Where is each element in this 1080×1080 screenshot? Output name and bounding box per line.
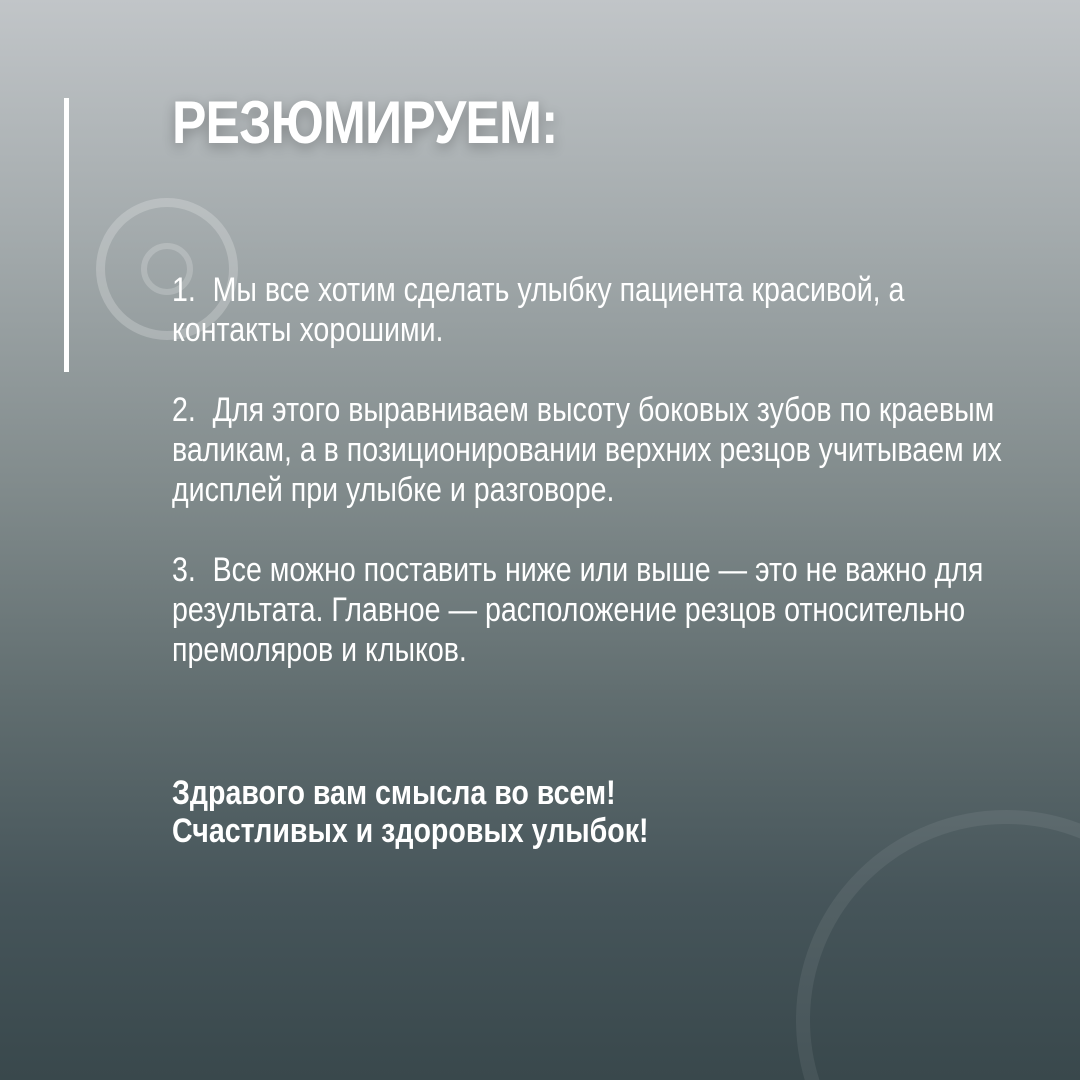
vertical-accent-bar (64, 98, 69, 372)
point-number: 3. (172, 551, 196, 589)
point-text: Для этого выравниваем высоту боковых зубов по краевым валикам, а в позиционировании верхних резцов учитываем их дисплей при улыбке и разговоре. (172, 391, 1002, 509)
corner-ring-decoration (796, 810, 1080, 1080)
summary-point-1 (172, 270, 1012, 350)
point-number: 2. (172, 391, 196, 429)
point-number: 1. (172, 271, 196, 309)
summary-list (172, 270, 1012, 710)
closing-line-2: Счастливых и здоровых улыбок! (172, 812, 649, 850)
summary-point-3 (172, 550, 1012, 670)
point-text: Мы все хотим сделать улыбку пациента красивой, а контакты хорошими. (172, 271, 905, 349)
point-text: Все можно поставить ниже или выше — это не важно для результата. Главное — расположение резцов относительно премоляров и клыков. (172, 551, 984, 669)
summary-point-2 (172, 390, 1012, 510)
closing-message (172, 774, 928, 850)
slide-title: РЕЗЮМИРУЕМ: (172, 89, 558, 156)
closing-line-1: Здравого вам смысла во всем! (172, 774, 616, 812)
